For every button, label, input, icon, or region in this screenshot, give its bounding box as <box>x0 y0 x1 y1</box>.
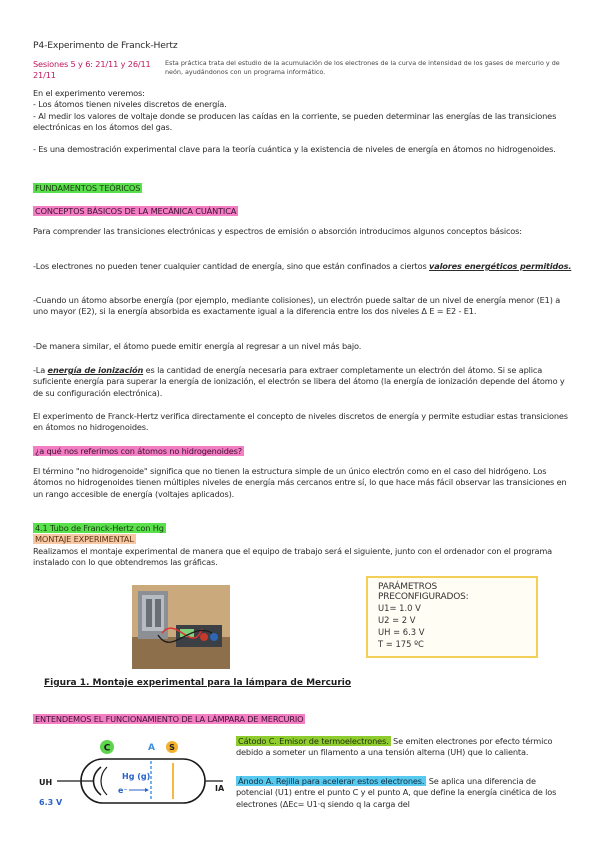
paragraph-text: -La <box>33 365 48 375</box>
collector-label: S <box>169 743 175 752</box>
cathode-filament <box>94 767 102 795</box>
page-title: P4-Experimento de Franck-Hertz <box>33 40 178 51</box>
mercury-tube-diagram <box>33 733 233 828</box>
emphasis-energia-ionizacion: energía de ionización <box>47 365 144 375</box>
heater-voltage-label: UH <box>39 778 53 787</box>
intro-bullet: - Al medir los valores de voltaje donde se producen las caídas en la corriente, se pueden determinar las energías de las transiciones electrónicas en los átomos del gas. <box>33 111 557 133</box>
subheading-funcionamiento: ENTENDEMOS EL FUNCIONAMIENTO DE LA LÁMPARA DE MERCURIO <box>35 714 304 724</box>
intro-bullet: - Los átomos tienen niveles discretos de energía. <box>33 99 227 109</box>
experiment-photo <box>132 585 230 669</box>
anode-description <box>236 776 571 836</box>
anode-highlight: Ánodo A. Rejilla para acelerar estos electrones. <box>238 776 425 786</box>
section-heading-4-1: 4.1 Tubo de Franck-Hertz con Hg <box>35 523 164 533</box>
parameters-title: PARÁMETROS PRECONFIGURADOS: <box>378 582 469 602</box>
figure-caption: Figura 1. Montaje experimental para la lámpara de Mercurio <box>44 678 352 688</box>
paragraph: Para comprender las transiciones electrónicas y espectros de emisión o absorción introducimos algunos conceptos básicos: <box>33 226 522 236</box>
paragraph-text: Se aplica una diferencia de potencial (U1) entre el punto C y el punto A, que define la energía cinética de los electrones (ΔEc= U1·q siendo q la carga del <box>236 776 557 809</box>
parameters-box <box>366 576 538 658</box>
paragraph: Realizamos el montaje experimental de manera que el equipo de trabajo será el siguiente, junto con el ordenador con el programa instalado con lo que obtendremos las gráficas. <box>33 546 553 568</box>
electron-arrowhead <box>145 788 149 792</box>
parameter-item: U2 = 2 V <box>378 615 416 625</box>
paragraph-text: -Los electrones no pueden tener cualquier cantidad de energía, sino que están confinados a ciertos <box>33 261 430 271</box>
anode-label: A <box>148 743 155 753</box>
mercury-gas-label: Hg (g) <box>122 772 151 781</box>
electron-label: e⁻ <box>118 786 128 795</box>
experiment-photo-illustration <box>132 585 230 669</box>
anode-current-label: IA <box>215 784 225 793</box>
session-date-fragment: 21/11 <box>33 70 56 80</box>
paragraph: El experimento de Franck-Hertz verifica directamente el concepto de niveles discretos de energía y permite estudiar estas transiciones en átomos no hidrogenoides. <box>33 411 568 433</box>
question-highlight: ¿a qué nos referimos con átomos no hidrogenoides? <box>35 446 242 456</box>
cathode-plate <box>101 767 107 795</box>
tube-outline <box>81 759 205 803</box>
paragraph: El término "no hidrogenoide" significa que no tienen la estructura simple de un único electrón como en el caso del hidrógeno. Los átomos no hidrogenoides tienen múltiples niveles de energía más cercanos entre sí, lo que hace más fácil observar las transiciones en un rango accesible de energía (voltajes aplicados). <box>33 466 567 499</box>
intro-bullet: - Es una demostración experimental clave para la teoría cuántica y la existencia de niveles de energía en átomos no hidrogenoides. <box>33 144 556 154</box>
subheading-montaje: MONTAJE EXPERIMENTAL <box>35 534 134 544</box>
paragraph: -Cuando un átomo absorbe energía (por ejemplo, mediante colisiones), un electrón puede saltar de un nivel de energía menor (E1) a uno mayor (E2), si la energía absorbida es exactamente igual a la diferencia entre los dos niveles Δ E = E2 - E1. <box>33 295 561 317</box>
parameter-item: UH = 6.3 V <box>378 627 425 637</box>
subheading-mecanica-cuantica: CONCEPTOS BÁSICOS DE LA MECÁNICA CUÁNTICA <box>35 206 237 216</box>
paragraph-text: Se emiten electrones por efecto térmico debido a someter un filamento a una tensión alterna (UH) que lo calienta. <box>236 736 553 758</box>
session-dates: Sesiones 5 y 6: 21/11 y 26/11 <box>33 59 151 69</box>
practice-description: Esta práctica trata del estudio de la acumulación de los electrones de la curva de intensidad de los gases de mercurio y de neón, ayudándonos con un programa informático. <box>165 59 560 76</box>
paragraph-ionizacion <box>33 365 573 399</box>
section-heading-fundamentos: FUNDAMENTOS TEÓRICOS <box>35 183 141 193</box>
heater-voltage-value: 6.3 V <box>39 798 63 807</box>
parameter-item: U1= 1.0 V <box>378 603 421 613</box>
intro-lead: En el experimento veremos: <box>33 88 145 98</box>
emphasis-valores-energeticos: valores energéticos permitidos. <box>429 261 572 271</box>
paragraph-text: es la cantidad de energía necesaria para extraer completamente un electrón del átomo. Si se aplica suficiente energía para superar la energía de ionización, el electrón se libera del átomo (la energía de ionización depende del átomo y de su configuración electrónica). <box>33 365 565 398</box>
cathode-description <box>236 736 571 759</box>
parameter-item: T = 175 ºC <box>378 639 424 649</box>
paragraph: -De manera similar, el átomo puede emitir energía al regresar a un nivel más bajo. <box>33 341 362 351</box>
cathode-label: C <box>103 743 111 754</box>
cathode-highlight: Cátodo C. Emisor de termoelectrones. <box>238 736 389 746</box>
paragraph-valores <box>33 261 573 272</box>
